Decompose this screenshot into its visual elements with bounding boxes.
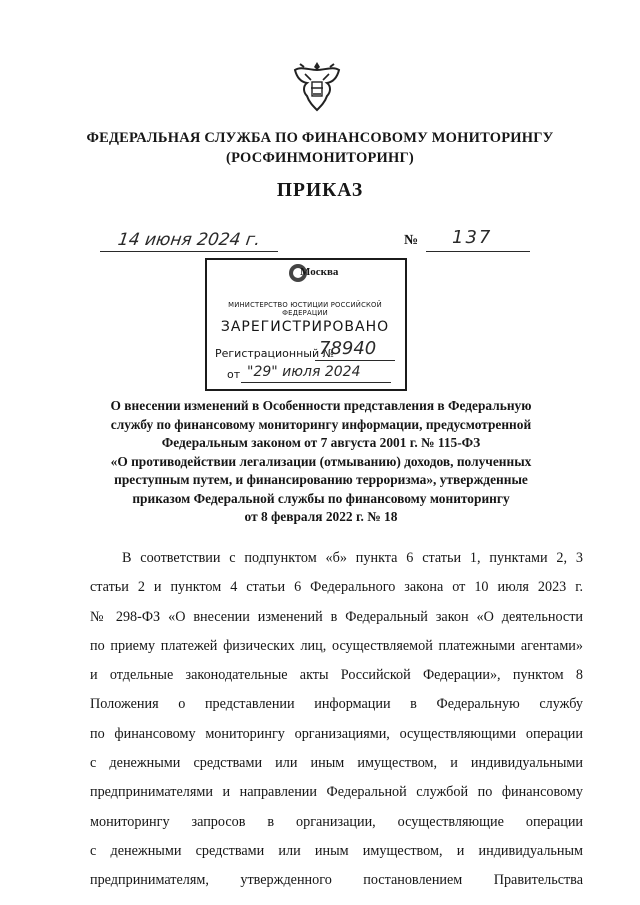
body-line: статьи 2 и пунктом 4 статьи 6 Федерального закона от 10 июля 2023 г. [90, 579, 583, 596]
registration-stamp [205, 258, 407, 391]
stamp-ministry: МИНИСТЕРСТВО ЮСТИЦИИ РОССИЙСКОЙ ФЕДЕРАЦИИ [228, 301, 382, 317]
stamp-reg-label: Регистрационный № [215, 347, 335, 360]
heading-line: преступным путем, и финансированию терроризма», утвержденные [114, 472, 528, 487]
order-date-handwritten: 14 июня 2024 г. [116, 230, 262, 250]
body-line: по приему платежей физических лиц, осуществляемой платежными агентами» [90, 637, 583, 654]
body-line: с денежными средствами или иным имуществом, и индивидуальным [90, 842, 583, 859]
agency-name [60, 128, 580, 168]
stamp-registered: ЗАРЕГИСТРИРОВАНО [220, 319, 390, 335]
heading-line: приказом Федеральной службы по финансовому мониторингу [132, 490, 510, 506]
body-line: Положения о представлении информации в Федеральную службу [90, 696, 583, 713]
body-line: предпринимателями и направлении Федеральной службой по финансовому [90, 784, 583, 801]
coat-of-arms-icon [291, 58, 343, 114]
document-title: ПРИКАЗ [276, 180, 364, 201]
body-line: № 298-ФЗ «О внесении изменений в Федеральный закон «О деятельности [90, 608, 583, 625]
agency-name-line1: ФЕДЕРАЛЬНАЯ СЛУЖБА ПО ФИНАНСОВОМУ МОНИТОРИНГУ [86, 130, 554, 146]
order-body [90, 544, 583, 896]
body-line: с денежными средствами или иным имуществом, и индивидуальными [90, 755, 583, 772]
order-heading [90, 397, 552, 527]
body-line: предпринимателям, утвержденного постановлением Правительства [90, 872, 583, 889]
heading-line: от 8 февраля 2022 г. № 18 [244, 509, 398, 524]
heading-line: службу по финансовому мониторингу информации, предусмотренной [110, 416, 532, 432]
body-line: В соответствии с подпунктом «б» пункта 6 статьи 1, пунктами 2, 3 [122, 550, 583, 566]
number-underline [426, 251, 530, 252]
body-line: и отдельные законодательные акты Российской Федерации», пунктом 8 [90, 667, 583, 684]
stamp-reg-number: 78940 [319, 338, 377, 359]
agency-name-line2: (РОСФИНМОНИТОРИНГ) [226, 150, 414, 166]
stamp-number-underline [315, 360, 395, 361]
stamp-date-underline [241, 382, 391, 383]
order-number-handwritten: 137 [452, 227, 493, 248]
stamp-city: Москва [300, 266, 339, 278]
heading-line: «О противодействии легализации (отмыванию) доходов, полученных [110, 453, 532, 469]
stamp-reg-date: "29" июля 2024 [247, 364, 361, 380]
heading-line: О внесении изменений в Особенности представления в Федеральную [110, 398, 532, 413]
body-line: мониторингу запросов в организации, осуществляющие операции [90, 813, 583, 830]
number-sign: № [404, 233, 419, 248]
heading-line: Федеральным законом от 7 августа 2001 г. № 115-ФЗ [161, 435, 481, 450]
body-line: по финансовому мониторингу организациями, осуществляющими операции [90, 725, 583, 742]
stamp-from-label: от [227, 368, 241, 381]
date-underline [100, 251, 278, 252]
